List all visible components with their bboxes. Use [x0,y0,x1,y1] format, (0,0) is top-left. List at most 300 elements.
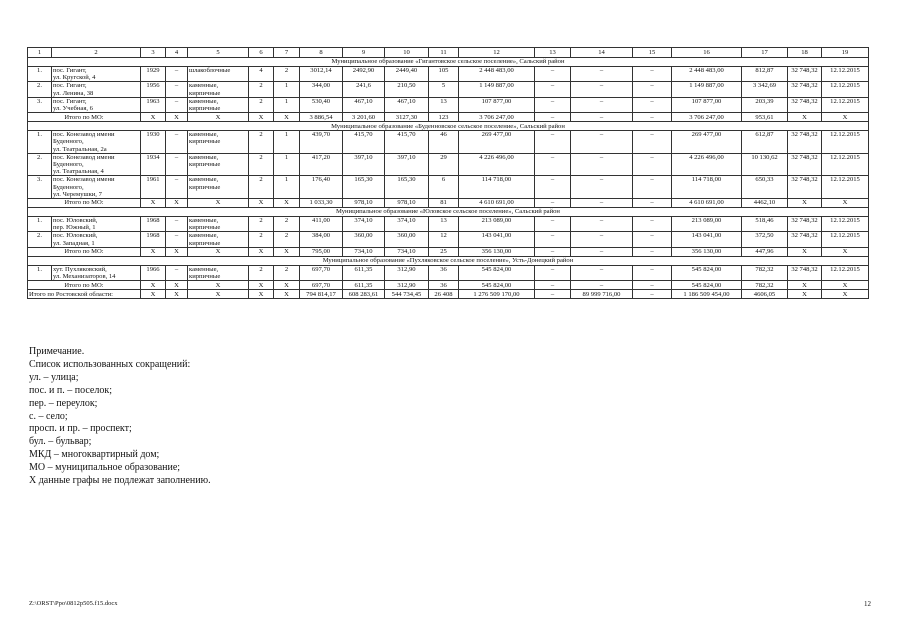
table-cell: 2 [249,217,274,232]
section-title-row [28,58,869,67]
total-label: Итого по МО: [28,199,141,208]
section-title-row [28,122,869,131]
section-total-row [28,247,869,256]
table-cell: – [166,82,188,97]
table-cell: 12.12.2015 [822,232,869,247]
table-cell: 32 748,32 [788,67,822,82]
table-cell: – [166,97,188,112]
table-cell: 2 [249,82,274,97]
table-cell: – [571,67,633,82]
total-cell: Х [141,281,166,290]
table-cell: пос. Гигант, ул. Учебная, 6 [52,97,141,112]
table-cell: 32 748,32 [788,217,822,232]
note-line: Примечание. [29,346,85,357]
table-cell: 312,90 [385,265,429,280]
column-number-cell: 19 [822,48,869,58]
grand-total-cell: Х [141,290,166,299]
column-number-cell: 13 [535,48,571,58]
total-cell: 3 201,60 [343,113,385,122]
grand-total-row [28,290,869,299]
table-row [28,82,869,97]
table-cell: каменные, кирпичные [188,232,249,247]
total-cell: Х [249,199,274,208]
table-cell: 1956 [141,82,166,97]
grand-total-cell: 4606,05 [742,290,788,299]
table-cell: шлакоблочные [188,67,249,82]
column-number-cell: 2 [52,48,141,58]
table-cell: – [166,232,188,247]
total-cell: Х [822,281,869,290]
note-line: бул. – бульвар; [29,436,92,448]
table-cell: 1 149 887,00 [459,82,535,97]
table-cell: 1. [28,67,52,82]
total-cell: 356 130,00 [459,247,535,256]
total-cell: Х [141,199,166,208]
table-cell: 114 718,00 [672,176,742,199]
table-cell: 1934 [141,153,166,176]
section-title-row [28,256,869,265]
table-cell: 3. [28,97,52,112]
table-cell: 29 [429,153,459,176]
table-cell: – [535,232,571,247]
total-cell: Х [788,247,822,256]
total-cell: 697,70 [300,281,343,290]
table-cell: 397,10 [343,153,385,176]
table-cell: 2 448 483,00 [459,67,535,82]
total-cell: 782,32 [742,281,788,290]
table-cell: 105 [429,67,459,82]
table-cell: 12 [429,232,459,247]
grand-total-cell: – [633,290,672,299]
column-number-cell: 12 [459,48,535,58]
table-cell: каменные, кирпичные [188,217,249,232]
table-cell: 32 748,32 [788,265,822,280]
table-cell: 1 [274,176,300,199]
table-cell: 12.12.2015 [822,131,869,154]
grand-total-cell: Х [166,290,188,299]
table-cell: 1. [28,217,52,232]
total-cell: – [535,281,571,290]
table-cell: 1961 [141,176,166,199]
total-cell: – [571,199,633,208]
table-cell: 384,00 [300,232,343,247]
table-cell: 344,00 [300,82,343,97]
table-cell: 2 [249,97,274,112]
table-cell: – [535,97,571,112]
table-cell: – [571,265,633,280]
total-cell: Х [166,113,188,122]
grand-total-cell: Х [249,290,274,299]
table-cell: 32 748,32 [788,232,822,247]
table-cell: 143 041,00 [459,232,535,247]
table-cell: – [633,232,672,247]
table-cell: 4 [249,67,274,82]
table-cell: 2. [28,153,52,176]
table-cell: 1968 [141,217,166,232]
total-cell: 734,10 [343,247,385,256]
total-cell: 795,00 [300,247,343,256]
table-cell: 2 [249,265,274,280]
table-cell: – [571,82,633,97]
note-line: просп. и пр. – проспект; [29,423,132,435]
table-cell: 269 477,00 [459,131,535,154]
column-number-cell: 6 [249,48,274,58]
table-cell: – [633,67,672,82]
grand-total-cell: 544 734,45 [385,290,429,299]
total-cell: – [633,113,672,122]
total-cell: 953,61 [742,113,788,122]
total-cell: Х [822,113,869,122]
total-cell: Х [141,247,166,256]
table-cell: 2 [274,265,300,280]
column-number-cell: 17 [742,48,788,58]
column-number-cell: 1 [28,48,52,58]
table-row [28,176,869,199]
table-cell: – [166,153,188,176]
table-cell: 545 824,00 [672,265,742,280]
table-cell: – [633,176,672,199]
total-cell: Х [249,247,274,256]
table-cell: 545 824,00 [459,265,535,280]
grand-total-cell: 1 276 509 170,00 [459,290,535,299]
total-cell: 3 706 247,00 [672,113,742,122]
total-cell: Х [822,199,869,208]
total-cell: Х [788,281,822,290]
section-title: Муниципальное образование «Буденновское сельское поселение», Сальский район [28,122,869,131]
grand-total-cell: Х [188,290,249,299]
table-cell: 2. [28,82,52,97]
table-cell: – [535,217,571,232]
table-cell: – [571,131,633,154]
table-cell: каменные, кирпичные [188,97,249,112]
table-cell: 2 [249,232,274,247]
table-cell: – [535,265,571,280]
total-cell: 3 706 247,00 [459,113,535,122]
total-cell: Х [141,113,166,122]
table-cell: 176,40 [300,176,343,199]
table-cell: 415,70 [343,131,385,154]
grand-total-cell: Х [822,290,869,299]
table-cell: 611,35 [343,265,385,280]
total-cell: 978,10 [343,199,385,208]
total-cell: 545 824,00 [459,281,535,290]
table-row [28,265,869,280]
column-number-cell: 16 [672,48,742,58]
total-cell: 545 824,00 [672,281,742,290]
table-cell: 1966 [141,265,166,280]
total-cell: Х [188,199,249,208]
table-cell: каменные, кирпичные [188,265,249,280]
housing-register-table [27,47,869,299]
table-cell: 165,30 [385,176,429,199]
table-cell: – [571,153,633,176]
total-cell: Х [249,281,274,290]
table-cell: пос. Гигант, ул. Ленина, 38 [52,82,141,97]
table-cell: – [571,232,633,247]
grand-total-cell: 608 283,61 [343,290,385,299]
table-cell: 213 089,00 [672,217,742,232]
total-cell: Х [188,113,249,122]
column-number-cell: 4 [166,48,188,58]
total-cell: 978,10 [385,199,429,208]
section-title: Муниципальное образование «Гигантовское сельское поселение», Сальский район [28,58,869,67]
table-cell: 12.12.2015 [822,82,869,97]
table-cell: – [633,131,672,154]
total-cell: 356 130,00 [672,247,742,256]
table-cell: 1930 [141,131,166,154]
table-cell: 1929 [141,67,166,82]
table-cell: 1 [274,153,300,176]
table-cell: пос. Юловский, пер. Южный, 1 [52,217,141,232]
table-cell: пос. Юловский, ул. Западная, 1 [52,232,141,247]
grand-total-cell: 794 814,17 [300,290,343,299]
total-cell: – [571,247,633,256]
table-cell: 2 [274,217,300,232]
table-cell: 3. [28,176,52,199]
section-total-row [28,281,869,290]
table-cell: 32 748,32 [788,97,822,112]
table-cell: 2 [249,176,274,199]
note-line: МКД – многоквартирный дом; [29,449,160,461]
total-cell: 611,35 [343,281,385,290]
table-cell: – [535,82,571,97]
section-title-row [28,208,869,217]
table-cell: 12.12.2015 [822,97,869,112]
total-cell: Х [274,113,300,122]
total-cell: Х [188,281,249,290]
table-cell: пос. Гигант, ул. Кругской, 4 [52,67,141,82]
table-cell: 36 [429,265,459,280]
table-row [28,67,869,82]
table-cell: – [535,67,571,82]
table-cell: 32 748,32 [788,176,822,199]
table-row [28,97,869,112]
table-cell: 107 877,00 [459,97,535,112]
total-cell: 1 033,30 [300,199,343,208]
total-cell: Х [788,113,822,122]
note-line: с. – село; [29,410,68,422]
total-cell: 4 610 691,00 [672,199,742,208]
table-cell: – [166,217,188,232]
table-cell: – [571,97,633,112]
total-label: Итого по МО: [28,247,141,256]
total-cell: – [535,113,571,122]
table-cell: 2 448 483,00 [672,67,742,82]
table-cell: – [571,176,633,199]
table-cell: – [166,176,188,199]
grand-total-cell: Х [274,290,300,299]
table-cell: 782,32 [742,265,788,280]
table-cell: 143 041,00 [672,232,742,247]
table-cell: каменные, кирпичные [188,131,249,154]
table-cell: 360,00 [385,232,429,247]
table-cell: 1. [28,265,52,280]
table-cell: 411,00 [300,217,343,232]
table-cell: каменные, кирпичные [188,82,249,97]
table-cell: 439,70 [300,131,343,154]
column-number-cell: 7 [274,48,300,58]
total-cell: 4462,10 [742,199,788,208]
table-cell: 2 [274,67,300,82]
note-line: пер. – переулок; [29,397,98,409]
table-row [28,217,869,232]
column-number-cell: 8 [300,48,343,58]
table-cell: 372,50 [742,232,788,247]
table-cell: 10 130,62 [742,153,788,176]
table-cell: 12.12.2015 [822,265,869,280]
table-row [28,232,869,247]
total-cell: – [633,247,672,256]
table-cell: каменные, кирпичные [188,153,249,176]
table-cell: пос. Конезавод имени Буденного, ул. Театральная, 4 [52,153,141,176]
table-cell: 530,40 [300,97,343,112]
table-cell: 32 748,32 [788,82,822,97]
table-cell: 12.12.2015 [822,217,869,232]
table-cell: 165,30 [343,176,385,199]
table-cell: 114 718,00 [459,176,535,199]
table-cell: 417,20 [300,153,343,176]
footer-file-path: Z:\ORST\Ppo\0812p505.f15.docx [29,600,118,607]
total-cell: Х [249,113,274,122]
table-cell: 2 [274,232,300,247]
total-cell: 447,96 [742,247,788,256]
table-cell: 12.12.2015 [822,176,869,199]
total-cell: – [535,199,571,208]
table-cell: 269 477,00 [672,131,742,154]
table-cell: 612,87 [742,131,788,154]
table-cell: 32 748,32 [788,153,822,176]
table-cell: 4 226 496,00 [459,153,535,176]
grand-total-cell: 1 186 509 454,00 [672,290,742,299]
table-cell: 203,39 [742,97,788,112]
table-cell: 1968 [141,232,166,247]
total-cell: – [571,113,633,122]
note-line: ул. – улица; [29,371,79,383]
total-cell: Х [274,199,300,208]
total-cell: Х [166,247,188,256]
total-cell: 3 886,54 [300,113,343,122]
table-cell: 1963 [141,97,166,112]
table-cell: 107 877,00 [672,97,742,112]
table-cell: 13 [429,97,459,112]
column-number-row [28,48,869,58]
table-cell: 13 [429,217,459,232]
table-cell: 697,70 [300,265,343,280]
table-cell: пос. Конезавод имени Буденного, ул. Черемушки, 7 [52,176,141,199]
table-cell: 6 [429,176,459,199]
total-cell: – [633,281,672,290]
total-cell: 25 [429,247,459,256]
total-cell: Х [188,247,249,256]
table-cell: 241,6 [343,82,385,97]
total-cell: 4 610 691,00 [459,199,535,208]
column-number-cell: 11 [429,48,459,58]
table-cell: 2. [28,232,52,247]
total-cell: Х [822,247,869,256]
column-number-cell: 5 [188,48,249,58]
table-cell: 2449,40 [385,67,429,82]
table-cell: – [166,265,188,280]
table-row [28,153,869,176]
table-cell: 5 [429,82,459,97]
table-cell: 3 342,69 [742,82,788,97]
total-cell: 3127,30 [385,113,429,122]
table-cell: каменные, кирпичные [188,176,249,199]
table-cell: – [633,217,672,232]
total-cell: 36 [429,281,459,290]
table-cell: 360,00 [343,232,385,247]
total-label: Итого по МО: [28,281,141,290]
notes-block [29,346,211,488]
total-cell: – [633,199,672,208]
table-cell: 1 149 887,00 [672,82,742,97]
table-cell: – [166,67,188,82]
total-cell: 312,90 [385,281,429,290]
table-cell: 1. [28,131,52,154]
total-cell: – [535,247,571,256]
table-cell: 467,10 [343,97,385,112]
grand-total-label: Итого по Ростовской области: [28,290,141,299]
table-cell: – [633,97,672,112]
table-cell: 1 [274,131,300,154]
column-number-cell: 15 [633,48,672,58]
table-cell: 12.12.2015 [822,67,869,82]
table-cell: 2 [249,153,274,176]
table-cell: – [535,131,571,154]
table-cell: пос. Конезавод имени Буденного, ул. Театральная, 2а [52,131,141,154]
table-cell: 374,10 [385,217,429,232]
grand-total-cell: 89 999 716,00 [571,290,633,299]
table-cell: 2 [249,131,274,154]
total-label: Итого по МО: [28,113,141,122]
column-number-cell: 10 [385,48,429,58]
table-cell: 415,70 [385,131,429,154]
note-line: Х данные графы не подлежат заполнению. [29,475,211,487]
table-cell: – [633,265,672,280]
grand-total-cell: – [535,290,571,299]
table-cell: 1 [274,82,300,97]
table-cell: – [633,82,672,97]
total-cell: 734,10 [385,247,429,256]
table-cell: 4 226 496,00 [672,153,742,176]
column-number-cell: 9 [343,48,385,58]
total-cell: 123 [429,113,459,122]
page-number: 12 [864,600,871,608]
total-cell: Х [788,199,822,208]
note-line: Список использованных сокращений: [29,358,191,370]
table-cell: – [535,176,571,199]
table-cell: – [535,153,571,176]
table-cell: 374,10 [343,217,385,232]
table-cell: 467,10 [385,97,429,112]
column-number-cell: 3 [141,48,166,58]
table-cell: 12.12.2015 [822,153,869,176]
total-cell: Х [166,281,188,290]
table-cell: 518,46 [742,217,788,232]
table-cell: 46 [429,131,459,154]
table-cell: 397,10 [385,153,429,176]
total-cell: – [571,281,633,290]
table-cell: 3012,14 [300,67,343,82]
total-cell: Х [166,199,188,208]
total-cell: 81 [429,199,459,208]
column-number-cell: 18 [788,48,822,58]
table-cell: 812,87 [742,67,788,82]
table-cell: 2492,90 [343,67,385,82]
table-cell: 1 [274,97,300,112]
note-line: пос. и п. – поселок; [29,384,112,396]
section-total-row [28,199,869,208]
